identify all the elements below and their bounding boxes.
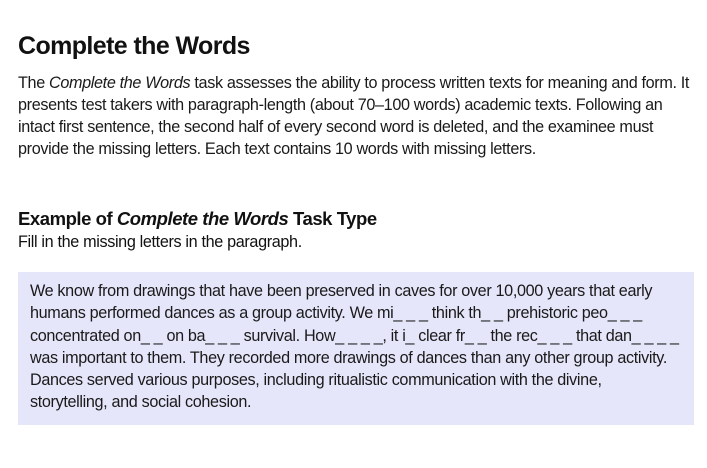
example-instruction: Fill in the missing letters in the paragraph. (18, 233, 302, 251)
intro-task-name: Complete the Words (49, 74, 191, 92)
example-heading-end: Task Type (288, 208, 377, 229)
example-passage-text: We know from drawings that have been preserved in caves for over 10,000 years that early humans performed dances as a group activity. We mi_ _ _ think th_ _ prehistoric peo_ _ _ concentrated on_ _ on ba_ _ _ survival. How_ _ _ _, it i_ clear fr_ _ the rec_ _ _ that dan_ _ _ _ was important to them. They recorded more drawings of dances than any other group activity. Dances served various purposes, including ritualistic communication with the divine, storytelling, and social cohesion. (30, 282, 679, 412)
intro-paragraph (18, 72, 694, 160)
intro-text-start: The (18, 74, 49, 92)
example-passage-box (18, 272, 694, 425)
page-content (18, 26, 694, 425)
example-heading-task-name: Complete the Words (116, 208, 289, 229)
page-title: Complete the Words (18, 32, 250, 60)
example-heading-start: Example of (18, 208, 117, 229)
intro-text-rest: task assesses the ability to process written texts for meaning and form. It presents test takers with paragraph-length (about 70–100 words) academic texts. Following an intact first sentence, the second half of every second word is deleted, and the examinee must provide the missing letters. Each text contains 10 words with missing letters. (18, 74, 690, 158)
example-heading (18, 208, 694, 230)
